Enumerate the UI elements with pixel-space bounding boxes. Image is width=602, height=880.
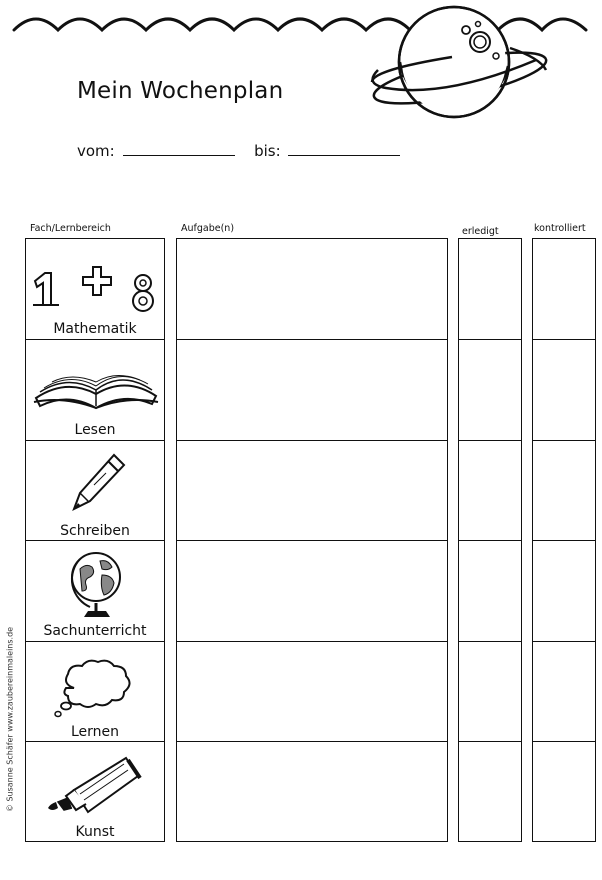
thought-bubble-icon	[52, 658, 142, 720]
subject-row-kunst	[26, 742, 164, 842]
subject-label: Mathematik	[53, 321, 137, 337]
numbers-1-plus-8-icon	[29, 265, 159, 315]
subject-row-schreiben	[26, 441, 164, 541]
checked-column	[532, 238, 596, 842]
subject-label: Sachunterricht	[43, 623, 147, 639]
header-checked: kontrolliert	[534, 223, 586, 234]
paint-tube-icon	[44, 754, 144, 820]
subject-column	[25, 238, 165, 842]
subject-label: Schreiben	[60, 523, 130, 539]
planet-illustration	[360, 0, 560, 120]
header-done: erledigt	[462, 226, 499, 237]
date-range	[77, 142, 400, 160]
subject-label: Kunst	[75, 824, 115, 840]
subject-row-sachunterricht	[26, 541, 164, 641]
from-date-line[interactable]	[123, 155, 235, 156]
pencil-icon	[70, 451, 126, 513]
subject-label: Lernen	[70, 724, 120, 740]
done-column	[458, 238, 522, 842]
page-title: Mein Wochenplan	[77, 78, 284, 104]
copyright-credit: © Susanne Schäfer www.zaubereinmaleins.de	[5, 626, 15, 813]
subject-label: Lesen	[74, 422, 116, 438]
header-subject: Fach/Lernbereich	[30, 223, 111, 234]
to-label: bis:	[254, 142, 281, 160]
subject-row-mathematik	[26, 239, 164, 339]
task-column	[176, 238, 448, 842]
header-task: Aufgabe(n)	[181, 223, 235, 234]
subject-row-lesen	[26, 340, 164, 440]
from-label: vom:	[77, 142, 115, 160]
globe-icon	[64, 547, 130, 623]
open-book-icon	[32, 362, 160, 412]
subject-row-lernen	[26, 642, 164, 742]
to-date-line[interactable]	[288, 155, 400, 156]
